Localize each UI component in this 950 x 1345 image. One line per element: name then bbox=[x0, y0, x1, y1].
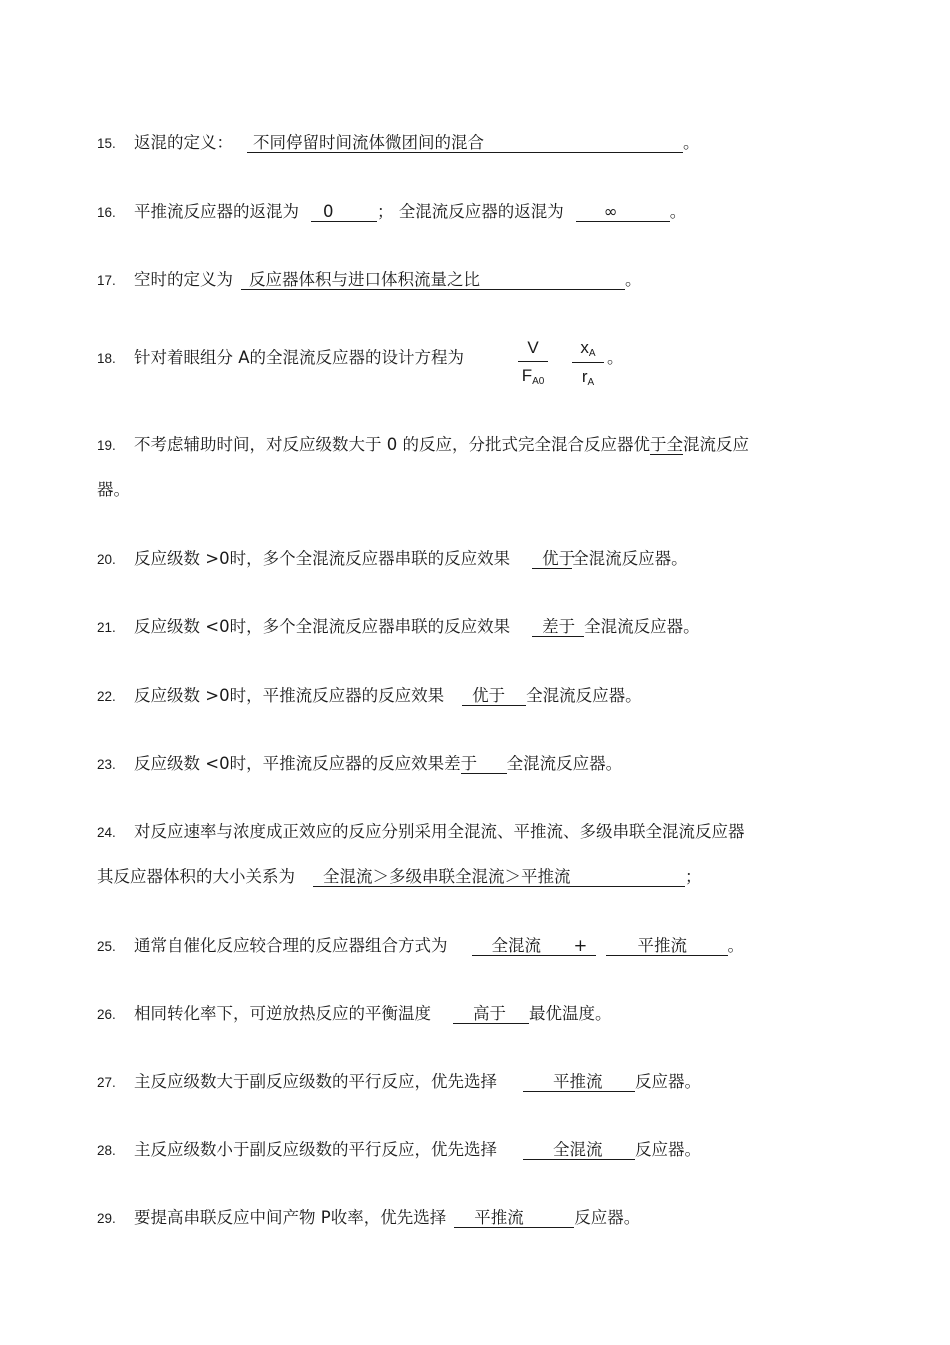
question-number: 15. bbox=[97, 136, 116, 151]
question-text: 反应级数 <0时，多个全混流反应器串联的反应效果 bbox=[134, 617, 511, 636]
question-21 bbox=[97, 616, 700, 639]
question-18-end: 。 bbox=[607, 348, 624, 367]
question-number: 20. bbox=[97, 552, 116, 567]
question-text: 通常自催化反应较合理的反应器组合方式为 bbox=[134, 936, 448, 955]
question-text-mid: ； 全混流反应器的返混为 bbox=[377, 202, 564, 221]
question-text: 反应级数 >0时，平推流反应器的反应效果 bbox=[134, 686, 445, 705]
question-end: 最优温度。 bbox=[529, 1004, 612, 1023]
question-text: 主反应级数小于副反应级数的平行反应，优先选择 bbox=[134, 1140, 497, 1159]
question-19 bbox=[97, 434, 749, 457]
question-text-cont: 混流反应 bbox=[683, 435, 749, 454]
question-end: 全混流反应器。 bbox=[506, 754, 623, 773]
answer-blank: 不同停留时间流体微团间的混合 bbox=[247, 134, 683, 153]
question-24 bbox=[97, 821, 745, 844]
answer-blank: 平推流 bbox=[454, 1209, 574, 1228]
question-27 bbox=[97, 1071, 701, 1094]
question-end: ； bbox=[685, 867, 702, 886]
question-end: 全混流反应器。 bbox=[584, 617, 700, 636]
question-number: 29. bbox=[97, 1211, 116, 1226]
question-25 bbox=[97, 935, 744, 958]
question-text: 返混的定义： bbox=[134, 133, 233, 152]
fraction-numerator: V bbox=[518, 338, 548, 362]
question-end: 。 bbox=[669, 202, 687, 221]
question-number: 23. bbox=[97, 757, 116, 772]
fraction-v-over-fa0 bbox=[518, 338, 548, 387]
question-number: 18. bbox=[97, 351, 116, 366]
question-end: 。 bbox=[625, 270, 642, 289]
question-24-line2 bbox=[97, 866, 702, 888]
question-end: 。 bbox=[727, 936, 744, 955]
question-15 bbox=[97, 132, 700, 155]
question-end: 反应器。 bbox=[635, 1072, 701, 1091]
answer-blank: 于 bbox=[461, 755, 507, 774]
underlined-text: 于全 bbox=[650, 435, 683, 454]
question-number: 21. bbox=[97, 620, 116, 635]
question-text: 对反应速率与浓度成正效应的反应分别采用全混流、平推流、多级串联全混流反应器 bbox=[134, 822, 745, 841]
question-number: 25. bbox=[97, 939, 116, 954]
question-number: 27. bbox=[97, 1075, 116, 1090]
answer-blank: 反应器体积与进口体积流量之比 bbox=[241, 271, 625, 290]
question-text: 平推流反应器的返混为 bbox=[134, 202, 299, 221]
plus-sign: + bbox=[573, 936, 588, 955]
question-28 bbox=[97, 1139, 701, 1162]
question-text: 反应级数 <0时，平推流反应器的反应效果差 bbox=[134, 754, 461, 773]
answer-blank: 全混流 bbox=[523, 1141, 635, 1160]
question-number: 17. bbox=[97, 273, 116, 288]
question-text: 要提高串联反应中间产物 P收率，优先选择 bbox=[134, 1208, 447, 1227]
answer-blank: 差于 bbox=[532, 618, 584, 637]
answer-blank-a: 全混流 + bbox=[472, 937, 596, 956]
question-22 bbox=[97, 685, 642, 708]
question-text: 不考虑辅助时间，对反应级数大于 0 的反应，分批式完全混合反应器优 bbox=[134, 435, 650, 454]
question-17 bbox=[97, 269, 642, 292]
question-29 bbox=[97, 1207, 640, 1230]
question-text: 空时的定义为 bbox=[134, 270, 233, 289]
question-number: 26. bbox=[97, 1007, 116, 1022]
question-text: 主反应级数大于副反应级数的平行反应，优先选择 bbox=[134, 1072, 497, 1091]
answer-blank-b: 平推流 bbox=[606, 937, 728, 956]
answer-blank: 优于 bbox=[462, 687, 526, 706]
question-16 bbox=[97, 201, 686, 224]
question-end: 反应器。 bbox=[635, 1140, 701, 1159]
question-number: 24. bbox=[97, 825, 116, 840]
question-end: 全混流反应器。 bbox=[526, 686, 642, 705]
question-end: 。 bbox=[683, 133, 700, 152]
fraction-numerator: $x_A$ bbox=[572, 338, 604, 363]
question-26 bbox=[97, 1003, 612, 1026]
answer-blank-b: ∞ bbox=[576, 203, 670, 222]
question-text: 反应级数 >0时，多个全混流反应器串联的反应效果 bbox=[134, 549, 511, 568]
answer-blank: 高于 bbox=[453, 1005, 529, 1024]
question-number: 16. bbox=[97, 205, 116, 220]
question-text: 针对着眼组分 A的全混流反应器的设计方程为 bbox=[134, 348, 465, 367]
question-end: 反应器。 bbox=[574, 1208, 641, 1227]
question-text: 相同转化率下，可逆放热反应的平衡温度 bbox=[134, 1004, 431, 1023]
question-end: 全混流反应器。 bbox=[572, 549, 688, 568]
fraction-xa-over-ra bbox=[572, 338, 604, 388]
answer-blank: 优于 bbox=[532, 550, 572, 569]
answer-blank: 平推流 bbox=[523, 1073, 635, 1092]
answer-blank-a: 0 bbox=[311, 203, 377, 222]
question-text: 其反应器体积的大小关系为 bbox=[97, 867, 295, 886]
question-18 bbox=[97, 347, 464, 370]
question-number: 19. bbox=[97, 438, 116, 453]
question-23 bbox=[97, 753, 622, 776]
fraction-denominator: $F_{A0}$ bbox=[521, 366, 545, 387]
question-number: 22. bbox=[97, 689, 116, 704]
question-20 bbox=[97, 548, 688, 571]
question-number: 28. bbox=[97, 1143, 116, 1158]
fraction-denominator: $r_A$ bbox=[581, 367, 595, 388]
question-19-line2: 器。 bbox=[97, 480, 130, 499]
answer-blank: 全混流＞多级串联全混流＞平推流 bbox=[313, 868, 685, 887]
